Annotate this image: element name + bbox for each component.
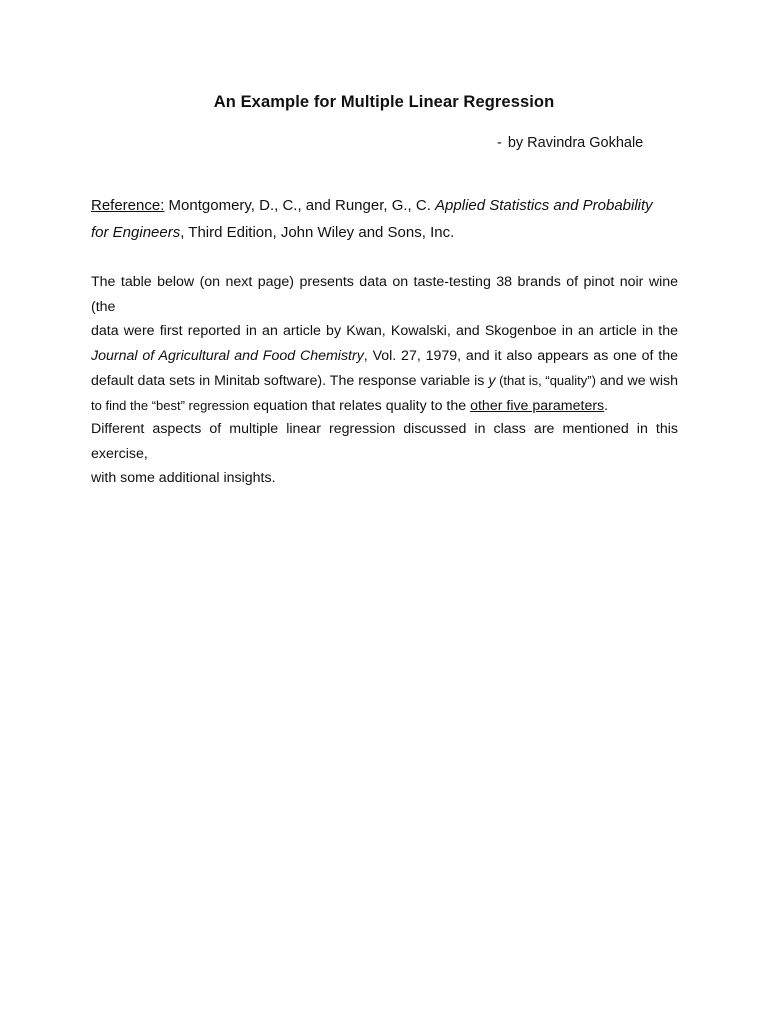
intro-line-5 (91, 394, 678, 419)
reference-authors: Montgomery, D., C., and Runger, G., C. (164, 197, 436, 214)
reference-rest: , Third Edition, John Wiley and Sons, Inc. (180, 224, 455, 241)
journal-name: Journal of Agricultural and Food Chemistry (91, 348, 364, 365)
aspects-line-1: Different aspects of multiple linear regression discussed in class are mentioned in this exercise, (91, 421, 678, 462)
document-title: An Example for Multiple Linear Regression (213, 93, 555, 111)
intro-line-5-small: to find the “best” regression (91, 397, 250, 413)
intro-line-4-paren: (that is, “quality”) (495, 372, 596, 388)
aspects-line-2: with some additional insights. (91, 470, 276, 487)
reference-citation (91, 192, 691, 246)
intro-line-2: data were first reported in an article by Kwan, Kowalski, and Skogenboe in an article in the (91, 323, 678, 340)
intro-line-3 (91, 344, 678, 369)
intro-line-4-end: and we wish (595, 372, 679, 389)
intro-line-4-start: default data sets in Minitab software). The response variable is (91, 372, 489, 389)
intro-paragraph (91, 270, 678, 418)
intro-line-1: The table below (on next page) presents data on taste-testing 38 brands of pinot noir wine (the (91, 274, 678, 315)
intro-line-5-end: . (604, 397, 609, 414)
reference-book-title-1: Applied Statistics and Probability (435, 197, 653, 214)
reference-book-title-2: for Engineers (91, 224, 181, 241)
intro-line-5-mid: equation that relates quality to the (249, 397, 471, 414)
aspects-paragraph (91, 417, 678, 491)
intro-line-3-rest: , Vol. 27, 1979, and it also appears as one of the (363, 348, 678, 365)
other-parameters-text: other five parameters (470, 397, 605, 414)
intro-line-4 (91, 369, 678, 394)
reference-label: Reference: (91, 197, 165, 214)
author-dash: - (497, 135, 502, 151)
author-line (497, 135, 643, 151)
response-variable: y (488, 372, 496, 389)
author-name: by Ravindra Gokhale (507, 135, 644, 151)
